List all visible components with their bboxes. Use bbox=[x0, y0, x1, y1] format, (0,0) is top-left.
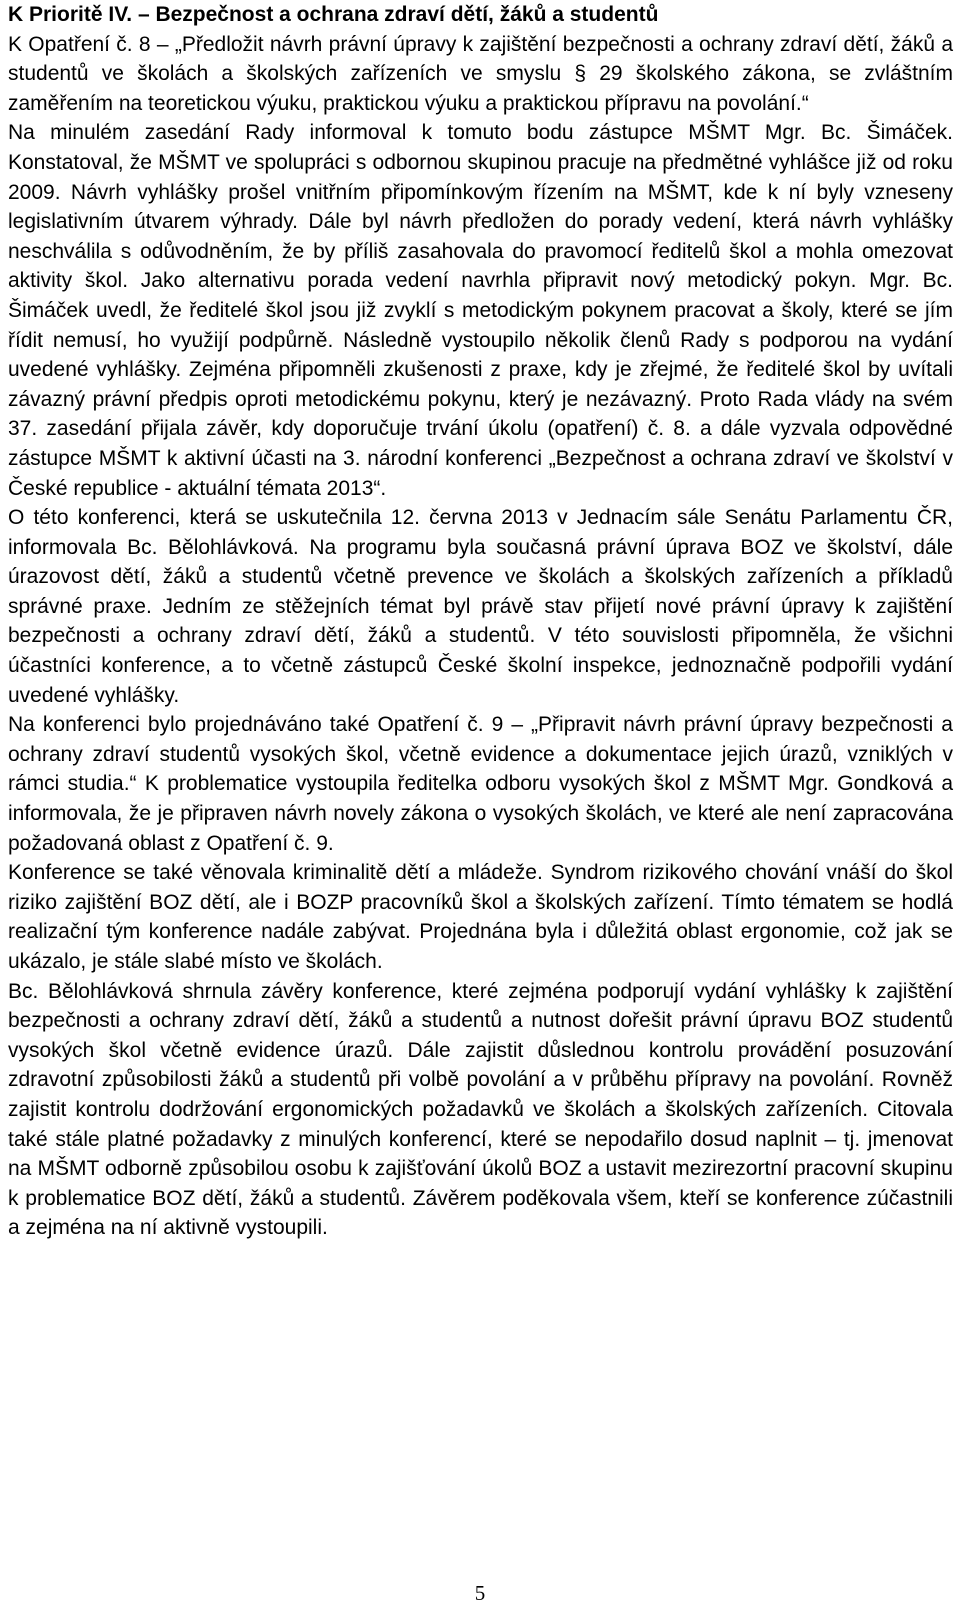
paragraph-konference: O této konferenci, která se uskutečnila 12. června 2013 v Jednacím sále Senátu Parlamentu ČR, informovala Bc. Bělohlávková. Na programu byla současná právní úprava BOZ ve školství, dále úrazovost dětí, žáků a studentů včetně prevence ve školách a školských zařízeních a příkladů správné praxe. Jedním ze stěžejních témat byl právě stav přijetí nové právní úpravy k zajištění bezpečnosti a ochrany zdraví dětí, žáků a studentů. V této souvislosti připomněla, že všichni účastníci konference, a to včetně zástupců České školní inspekce, jednoznačně podpořili vydání uvedené vyhlášky. bbox=[8, 506, 953, 707]
section-heading: K Prioritě IV. – Bezpečnost a ochrana zdraví dětí, žáků a studentů bbox=[8, 3, 659, 26]
page-number: 5 bbox=[474, 1581, 486, 1605]
paragraph-opatreni-9: Na konferenci bylo projednáváno také Opatření č. 9 – „Připravit návrh právní úpravy bezpečnosti a ochrany zdraví studentů vysokých škol, včetně evidence a dokumentace jejich úrazů, vzniklých v rámci studia.“ K problematice vystoupila ředitelka odboru vysokých škol z MŠMT Mgr. Gondková a informovala, že je připraven návrh novely zákona o vysokých školách, ve které ale není zapracována požadovaná oblast z Opatření č. 9. bbox=[8, 713, 953, 855]
paragraph-zavery: Bc. Bělohlávková shrnula závěry konference, které zejména podporují vydání vyhlášky k zajištění bezpečnosti a ochrany zdraví dětí, žáků a studentů a nutnost dořešit právní úpravu BOZ studentů vysokých škol včetně evidence úrazů. Dále zajistit důslednou kontrolu provádění posuzování zdravotní způsobilosti žáků a studentů při volbě povolání a v průběhu přípravy na povolání. Rovněž zajistit kontrolu dodržování ergonomických požadavků ve školách a školských zařízeních. Citovala také stále platné požadavky z minulých konferencí, které se nepodařilo dosud naplnit – tj. jmenovat na MŠMT odborně způsobilou osobu k zajišťování úkolů BOZ a ustavit mezirezortní pracovní skupinu k problematice BOZ dětí, žáků a studentů. Závěrem poděkovala všem, kteří se konference zúčastnili a zejména na ní aktivně vystoupili. bbox=[8, 979, 953, 1240]
paragraph-kriminalita: Konference se také věnovala kriminalitě dětí a mládeže. Syndrom rizikového chování vnáší do škol riziko zajištění BOZ dětí, ale i BOZP pracovníků škol a školských zařízení. Tímto tématem se hodlá realizační tým konference nadále zabývat. Projednána byla i důležitá oblast ergonomie, což jak se ukázalo, je stále slabé místo ve školách. bbox=[8, 861, 953, 973]
paragraph-opatreni-8: K Opatření č. 8 – „Předložit návrh právní úpravy k zajištění bezpečnosti a ochrany zdraví dětí, žáků a studentů ve školách a školských zařízeních ve smyslu § 29 školského zákona, se zvláštním zaměřením na teoretickou výuku, praktickou výuku a praktickou přípravu na povolání.“ bbox=[8, 32, 953, 115]
document-body bbox=[8, 0, 953, 1243]
paragraph-minule-zasedani: Na minulém zasedání Rady informoval k tomuto bodu zástupce MŠMT Mgr. Bc. Šimáček. Konstatoval, že MŠMT ve spolupráci s odbornou skupinou pracuje na předmětné vyhlášce již od roku 2009. Návrh vyhlášky prošel vnitřním připomínkovým řízením na MŠMT, kde k ní byly vzneseny legislativním útvarem výhrady. Dále byl návrh předložen do porady vedení, která návrh vyhlášky neschválila s odůvodněním, že by příliš zasahovala do pravomocí ředitelů škol a mohla omezovat aktivity škol. Jako alternativu porada vedení navrhla připravit nový metodický pokyn. Mgr. Bc. Šimáček uvedl, že ředitelé škol jsou již zvyklí s metodickým pokynem pracovat a školy, které se jím řídit nemusí, ho využijí podpůrně. Následně vystoupilo několik členů Rady s podporou na vydání uvedené vyhlášky. Zejména připomněli zkušenosti z praxe, kdy je zřejmé, že ředitelé škol by uvítali závazný právní předpis oproti metodickému pokynu, který je nezávazný. Proto Rada vlády na svém 37. zasedání přijala závěr, kdy doporučuje trvání úkolu (opatření) č. 8. a dále vyzvala odpovědné zástupce MŠMT k aktivní účasti na 3. národní konferenci „Bezpečnost a ochrana zdraví ve školství v České republice - aktuální témata 2013“. bbox=[8, 121, 953, 500]
